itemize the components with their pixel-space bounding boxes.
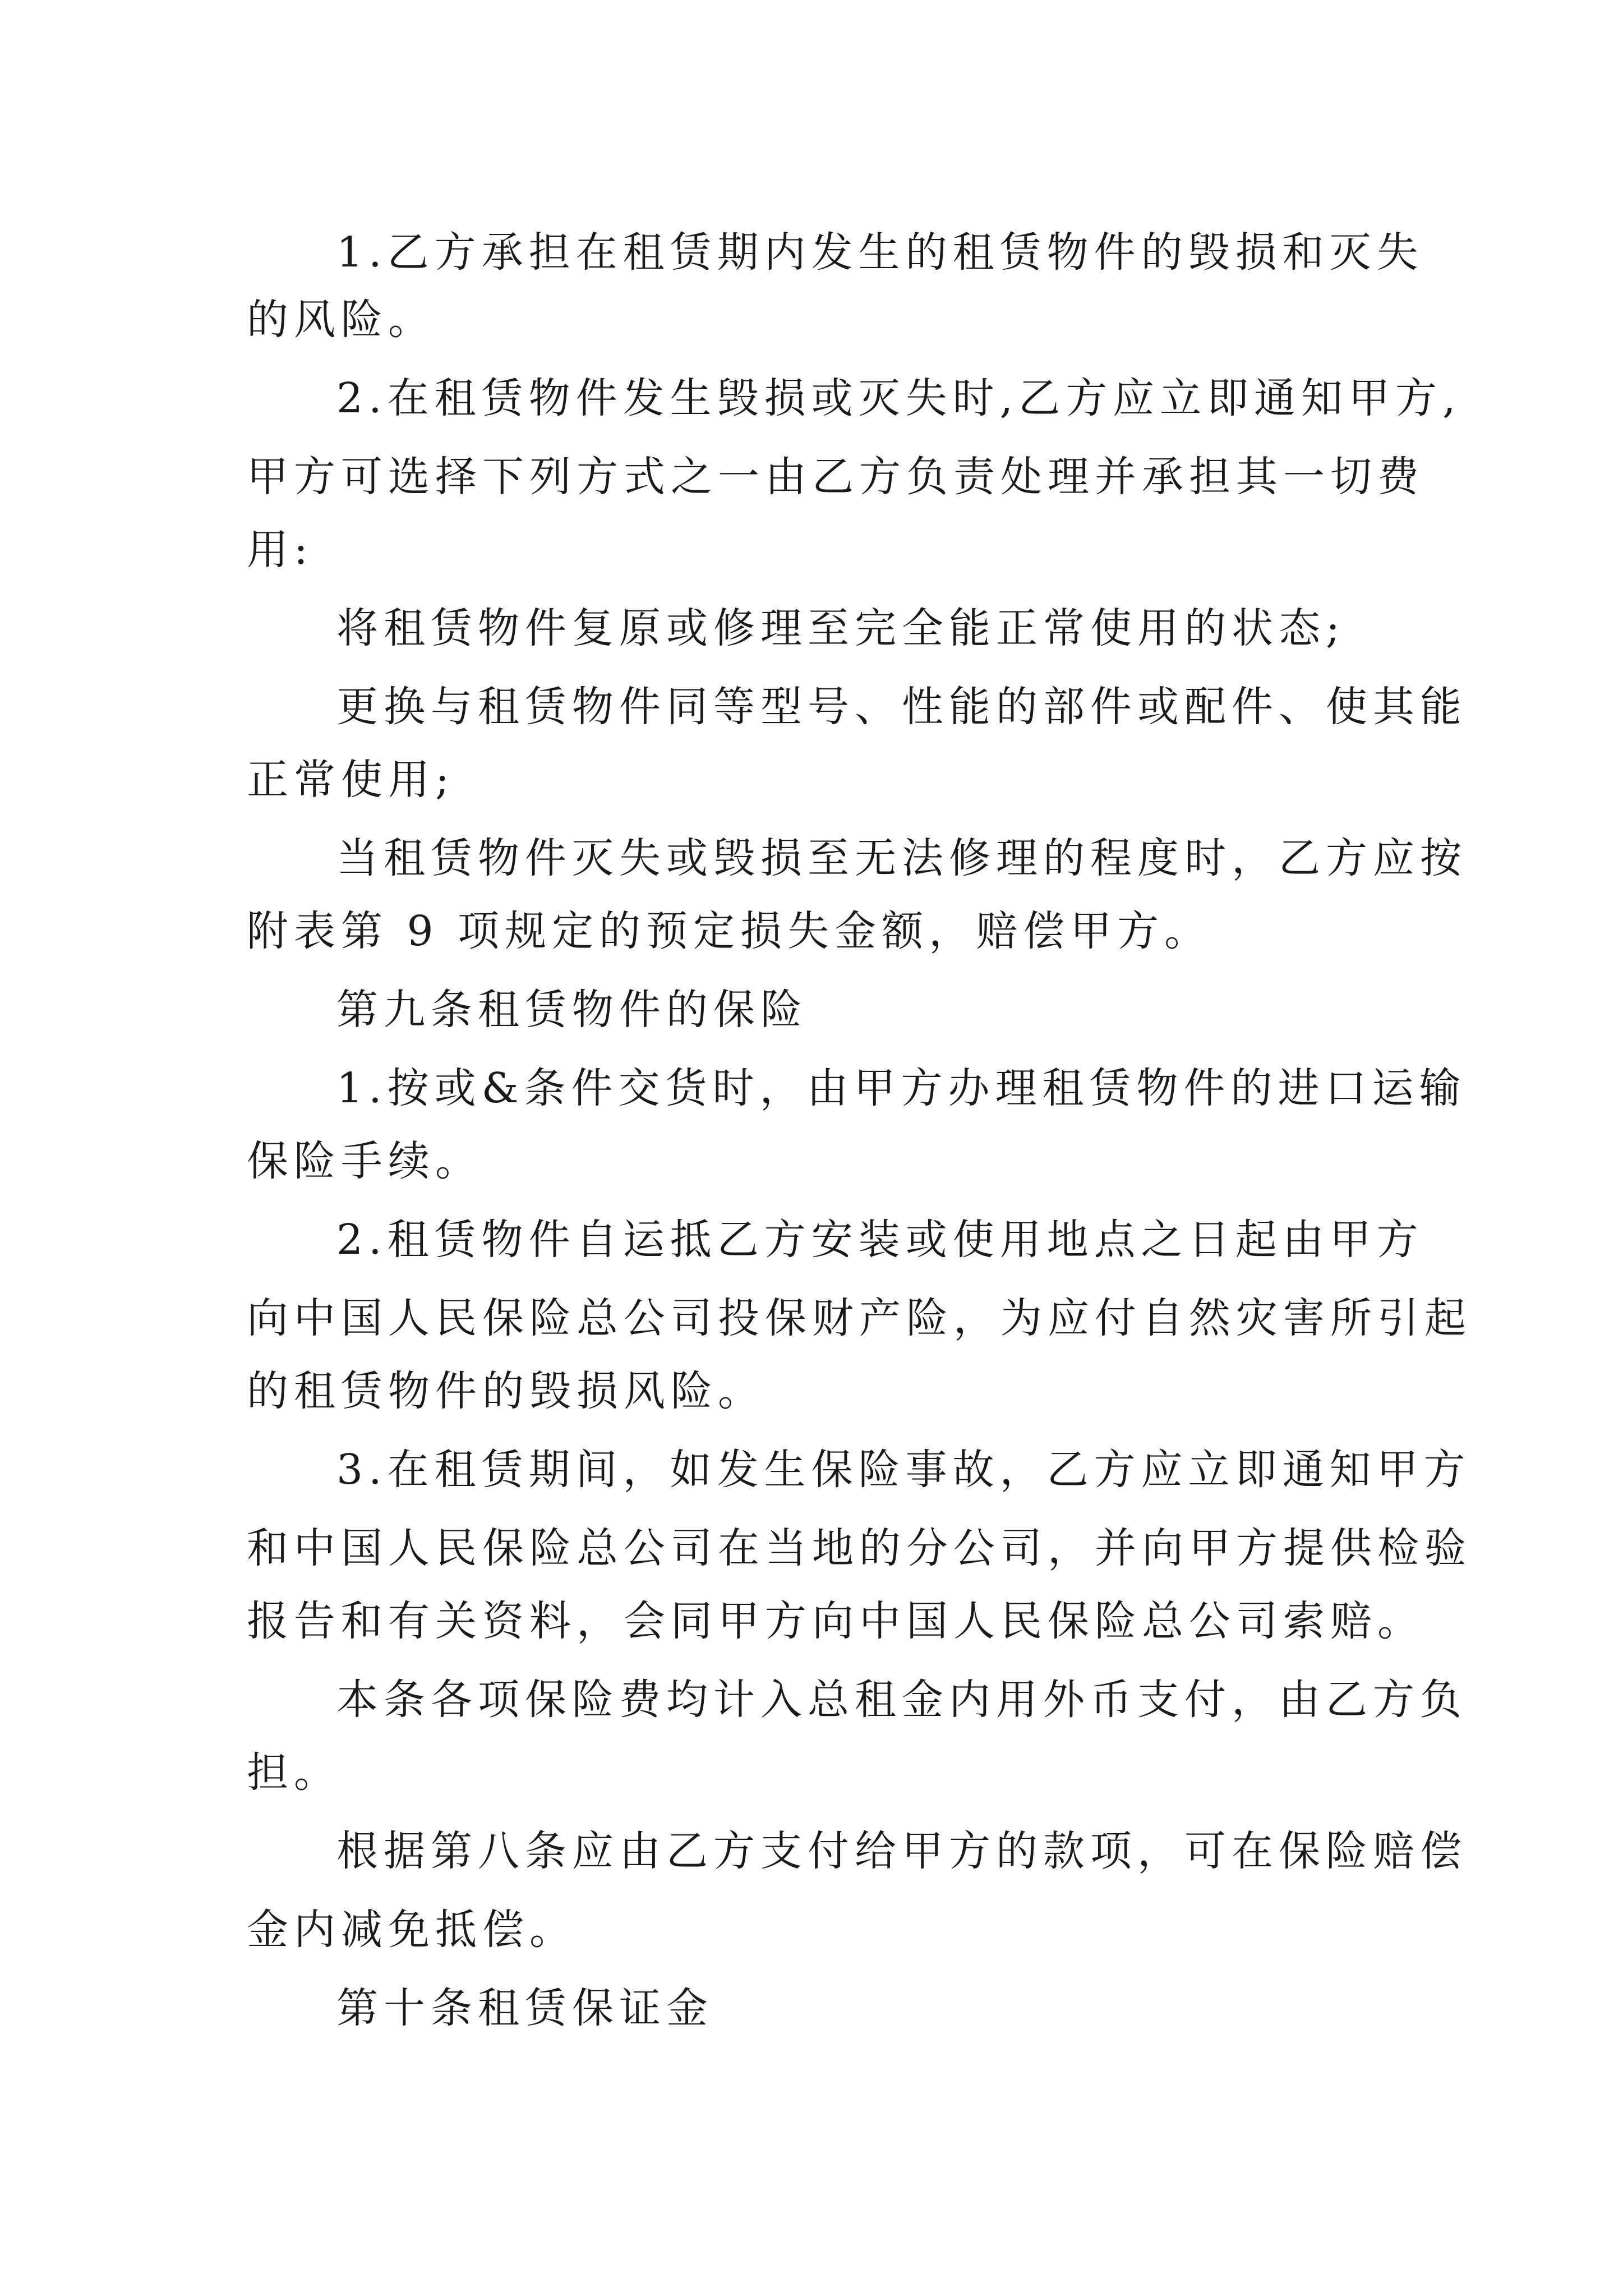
clause-8-item-2-line-3: 用: [247, 526, 313, 574]
premium-paragraph-line-2: 担。 [247, 1749, 341, 1797]
clause-9-item-2-line-3: 的租赁物件的毁损风险。 [247, 1367, 765, 1415]
clause-10-heading: 第十条租赁保证金 [336, 1984, 713, 2032]
clause-8-item-1-line-1: 1.乙方承担在租赁期内发生的租赁物件的毁损和灭失 [336, 228, 1424, 277]
offset-paragraph-line-1: 根据第八条应由乙方支付给甲方的款项，可在保险赔偿 [336, 1827, 1467, 1875]
clause-8-item-2-line-1: 2.在租赁物件发生毁损或灭失时,乙方应立即通知甲方, [336, 374, 1461, 422]
premium-paragraph-line-1: 本条各项保险费均计入总租金内用外币支付，由乙方负 [336, 1676, 1467, 1724]
clause-9-heading: 第九条租赁物件的保险 [336, 986, 808, 1034]
option-replace-line-1: 更换与租赁物件同等型号、性能的部件或配件、使其能 [336, 683, 1467, 731]
clause-9-item-3-line-2: 和中国人民保险总公司在当地的分公司，并向甲方提供检验 [247, 1524, 1472, 1572]
clause-9-item-3-line-3: 报告和有关资料，会同甲方向中国人民保险总公司索赔。 [247, 1597, 1424, 1645]
clause-8-item-2-line-2: 甲方可选择下列方式之一由乙方负责处理并承担其一切费 [247, 453, 1424, 501]
clause-9-item-3-line-1: 3.在租赁期间，如发生保险事故，乙方应立即通知甲方 [336, 1446, 1471, 1494]
clause-9-item-1-line-2: 保险手续。 [247, 1137, 482, 1185]
clause-8-item-1-line-2: 的风险。 [247, 296, 435, 344]
option-replace-line-2: 正常使用; [247, 756, 455, 804]
option-restore-line: 将租赁物件复原或修理至完全能正常使用的状态; [336, 604, 1345, 652]
clause-9-item-1-line-1: 1.按或&条件交货时，由甲方办理租赁物件的进口运输 [336, 1064, 1467, 1112]
offset-paragraph-line-2: 金内减免抵偿。 [247, 1906, 577, 1954]
clause-9-item-2-line-2: 向中国人民保险总公司投保财产险，为应付自然灾害所引起 [247, 1294, 1472, 1342]
option-compensate-line-2: 附表第 9 项规定的预定损失金额，赔偿甲方。 [247, 907, 1212, 955]
option-compensate-line-1: 当租赁物件灭失或毁损至无法修理的程度时，乙方应按 [336, 834, 1467, 882]
clause-9-item-2-line-1: 2.租赁物件自运抵乙方安装或使用地点之日起由甲方 [336, 1216, 1424, 1264]
